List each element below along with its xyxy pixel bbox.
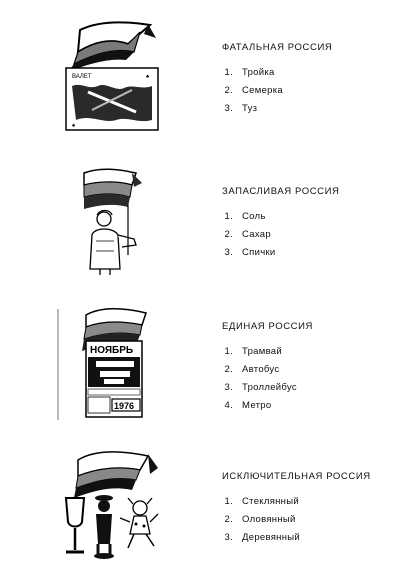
flag-card-map-illustration — [58, 20, 168, 135]
list-item: 3. Деревянный — [236, 529, 371, 547]
svg-text:♠: ♠ — [146, 74, 150, 80]
section-title: ФАТАЛЬНАЯ РОССИЯ — [222, 42, 333, 53]
section-title: ЗАПАСЛИВАЯ РОССИЯ — [222, 186, 340, 197]
list-item: 1. Соль — [236, 208, 340, 226]
russian-flag-with-worker-icon — [78, 165, 148, 277]
svg-text:♠: ♠ — [72, 123, 76, 129]
flag-worker-illustration — [78, 165, 148, 277]
list-item: 2. Сахар — [236, 226, 340, 244]
list-item: 2. Семерка — [236, 82, 332, 100]
section-text-block — [222, 42, 332, 118]
ticket-year: 1976 — [114, 401, 135, 411]
section-list — [222, 343, 313, 415]
list-item: 3. Туз — [236, 100, 332, 118]
section-title: ИСКЛЮЧИТЕЛЬНАЯ РОССИЯ — [222, 471, 371, 482]
list-item: 1. Тройка — [236, 64, 332, 82]
section-list — [222, 208, 340, 262]
list-item: 3. Троллейбус — [236, 379, 313, 397]
list-item: 1. Трамвай — [236, 343, 313, 361]
list-item: 4. Метро — [236, 397, 313, 415]
list-item: 3. Спички — [236, 244, 340, 262]
russian-flag-over-ticket-icon — [56, 305, 156, 420]
svg-text:ВАЛЕТ: ВАЛЕТ — [72, 74, 92, 80]
section-text-block — [222, 471, 371, 547]
russian-flag-over-glass-soldier-clown-icon — [58, 448, 166, 563]
list-item: 2. Автобус — [236, 361, 313, 379]
russian-flag-over-card-map-icon — [58, 20, 168, 135]
flag-glass-soldier-clown-illustration — [58, 448, 166, 563]
section-text-block — [222, 186, 340, 262]
list-item: 2. Оловянный — [236, 511, 371, 529]
section-title: ЕДИНАЯ РОССИЯ — [222, 321, 314, 332]
list-item: 1. Стеклянный — [236, 493, 371, 511]
section-text-block — [222, 321, 313, 415]
flag-ticket-illustration — [56, 305, 156, 420]
ticket-month: НОЯБРЬ — [90, 345, 134, 356]
section-list — [222, 64, 332, 118]
section-list — [222, 493, 371, 547]
